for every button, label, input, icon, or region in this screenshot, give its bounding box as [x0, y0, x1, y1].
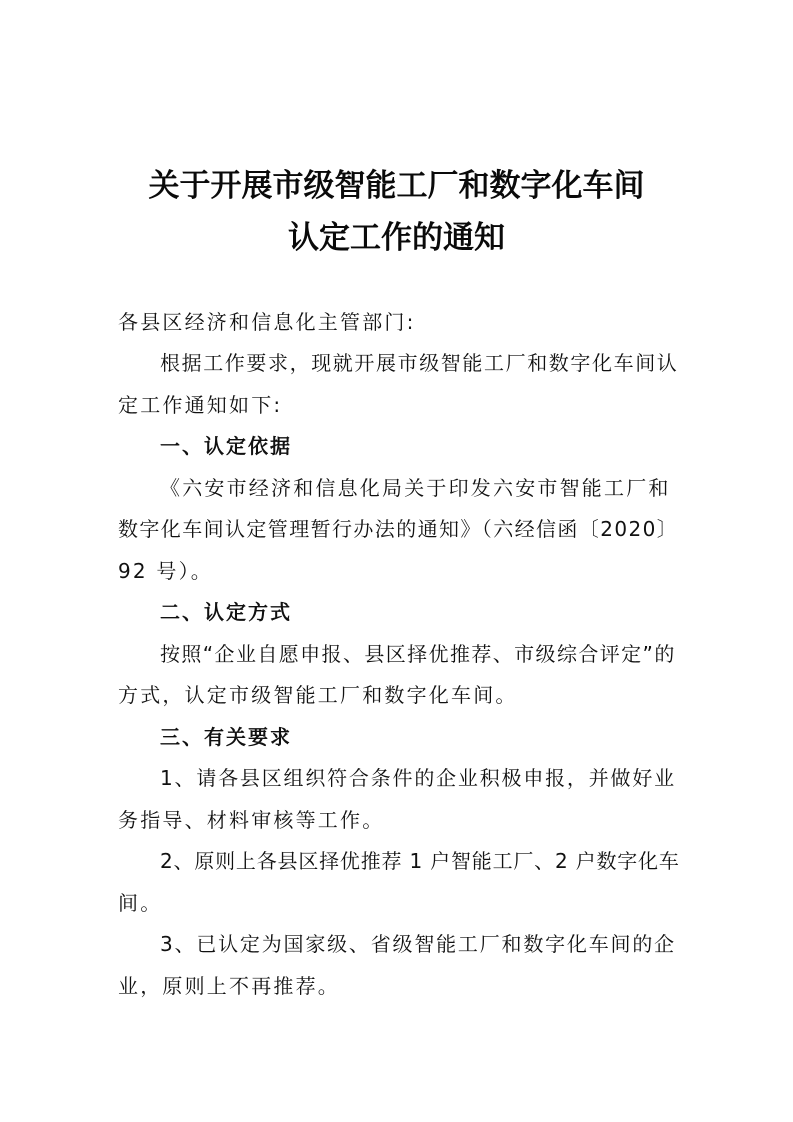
section-2-line-2: 方式，认定市级智能工厂和数字化车间。 — [118, 683, 518, 707]
section-2-line-1: 按照“企业自愿申报、县区择优推荐、市级综合评定”的 — [160, 642, 676, 666]
section-3-item-1-line-2: 务指导、材料审核等工作。 — [118, 808, 385, 832]
section-3-item-2-line-2: 间。 — [118, 891, 163, 915]
intro-line-1: 根据工作要求，现就开展市级智能工厂和数字化车间认 — [160, 351, 679, 375]
section-3-item-1-line-1: 1、请各县区组织符合条件的企业积极申报，并做好业 — [160, 766, 676, 790]
section-3-item-3-line-2: 业，原则上不再推荐。 — [118, 974, 340, 998]
section-3-item-3-line-1: 3、已认定为国家级、省级智能工厂和数字化车间的企 — [160, 932, 676, 956]
section-3-item-2-line-1: 2、原则上各县区择优推荐 1 户智能工厂、2 户数字化车 — [160, 849, 680, 873]
document-title-line-1: 关于开展市级智能工厂和数字化车间 — [148, 168, 645, 204]
section-1-line-2: 数字化车间认定管理暂行办法的通知》（六经信函〔2020〕 — [118, 517, 679, 541]
intro-line-2: 定工作通知如下: — [118, 393, 283, 417]
section-2-heading: 二、认定方式 — [160, 600, 292, 624]
section-3-heading: 三、有关要求 — [160, 725, 292, 749]
section-1-line-3: 92 号）。 — [118, 559, 214, 583]
salutation: 各县区经济和信息化主管部门: — [118, 310, 416, 334]
document-title-line-2: 认定工作的通知 — [288, 220, 505, 256]
section-1-line-1: 《六安市经济和信息化局关于印发六安市智能工厂和 — [160, 476, 671, 500]
section-1-heading: 一、认定依据 — [160, 434, 292, 458]
